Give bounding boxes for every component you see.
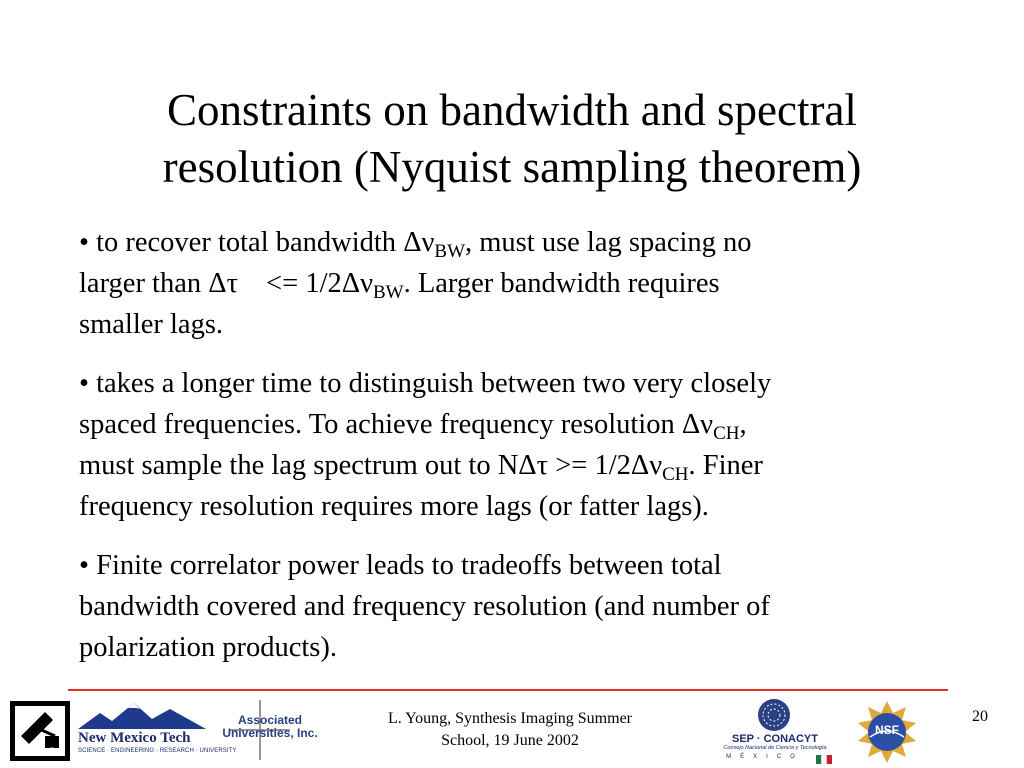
bullet-1-text: . Larger bandwidth requires [403, 268, 720, 299]
footer-citation [340, 708, 680, 752]
globe-icon [710, 697, 840, 733]
nmt-name: New Mexico Tech [78, 730, 191, 746]
nmt-tagline: SCIENCE · ENGINEERING · RESEARCH · UNIVERSITY [78, 748, 237, 754]
bullet-1-text: larger than [79, 268, 209, 299]
sep-country: MÉXICO [726, 754, 804, 760]
sep-subtitle: Consejo Nacional de Ciencia y Tecnología [723, 745, 827, 751]
bullet-2-text: . Finer [688, 450, 763, 481]
bullet-2-text: • takes a longer time to distinguish between two very closely [79, 368, 772, 399]
aui-line-2: Universities, Inc. [222, 726, 318, 740]
title-line-1: Constraints on bandwidth and spectral [167, 85, 857, 135]
new-mexico-tech-logo [78, 701, 237, 757]
bullet-1-text: smaller lags. [79, 309, 224, 340]
subscript-bw: BW [372, 282, 404, 303]
nsf-label: NSF [875, 723, 899, 737]
mexico-flag-icon [816, 755, 832, 764]
nrao-label: NRAO [23, 746, 57, 758]
symbol-delta-tau: Δτ [208, 268, 239, 299]
bullet-3-text: bandwidth covered and frequency resolution (and number of [79, 591, 770, 622]
aui-line-1: Associated [237, 713, 303, 727]
bullet-bandwidth [79, 222, 959, 345]
bullet-resolution [79, 363, 959, 527]
bullet-2-text: , [739, 409, 747, 440]
symbol-delta-nu: Δν [403, 227, 435, 258]
bullet-1-text: , must use lag spacing no [465, 227, 752, 258]
nrao-logo [10, 701, 70, 761]
citation-line-2: School, 19 June 2002 [441, 732, 579, 749]
title-line-2: resolution (Nyquist sampling theorem) [162, 142, 862, 192]
subscript-ch: CH [662, 464, 689, 485]
citation-line-1: L. Young, Synthesis Imaging Summer [387, 710, 632, 727]
bullet-2-text: must sample the lag spectrum out to NΔτ >= 1/2Δν [79, 450, 663, 481]
bullet-1-text: • to recover total bandwidth [79, 227, 404, 258]
footer-rule [68, 689, 948, 691]
bullet-3-text: polarization products). [79, 632, 338, 663]
aui-name [220, 714, 320, 740]
mountains-icon [78, 701, 206, 731]
subscript-bw: BW [434, 241, 466, 262]
aui-logo [218, 700, 322, 760]
nsf-logo [856, 701, 918, 763]
bullet-2-text: spaced frequencies. To achieve frequency resolution Δν [79, 409, 714, 440]
slide-title [60, 82, 964, 196]
bullet-2-text: frequency resolution requires more lags (or fatter lags). [79, 491, 709, 522]
bullet-1-text: <= 1/2Δν [266, 268, 373, 299]
sep-name: SEP · CONACYT [732, 733, 818, 745]
sep-conacyt-logo [710, 697, 840, 765]
bullet-correlator-power [79, 545, 959, 668]
page-number: 20 [972, 708, 988, 725]
bullet-3-text: • Finite correlator power leads to tradeoffs between total [79, 550, 722, 581]
slide-body [79, 222, 959, 686]
subscript-ch: CH [713, 423, 740, 444]
